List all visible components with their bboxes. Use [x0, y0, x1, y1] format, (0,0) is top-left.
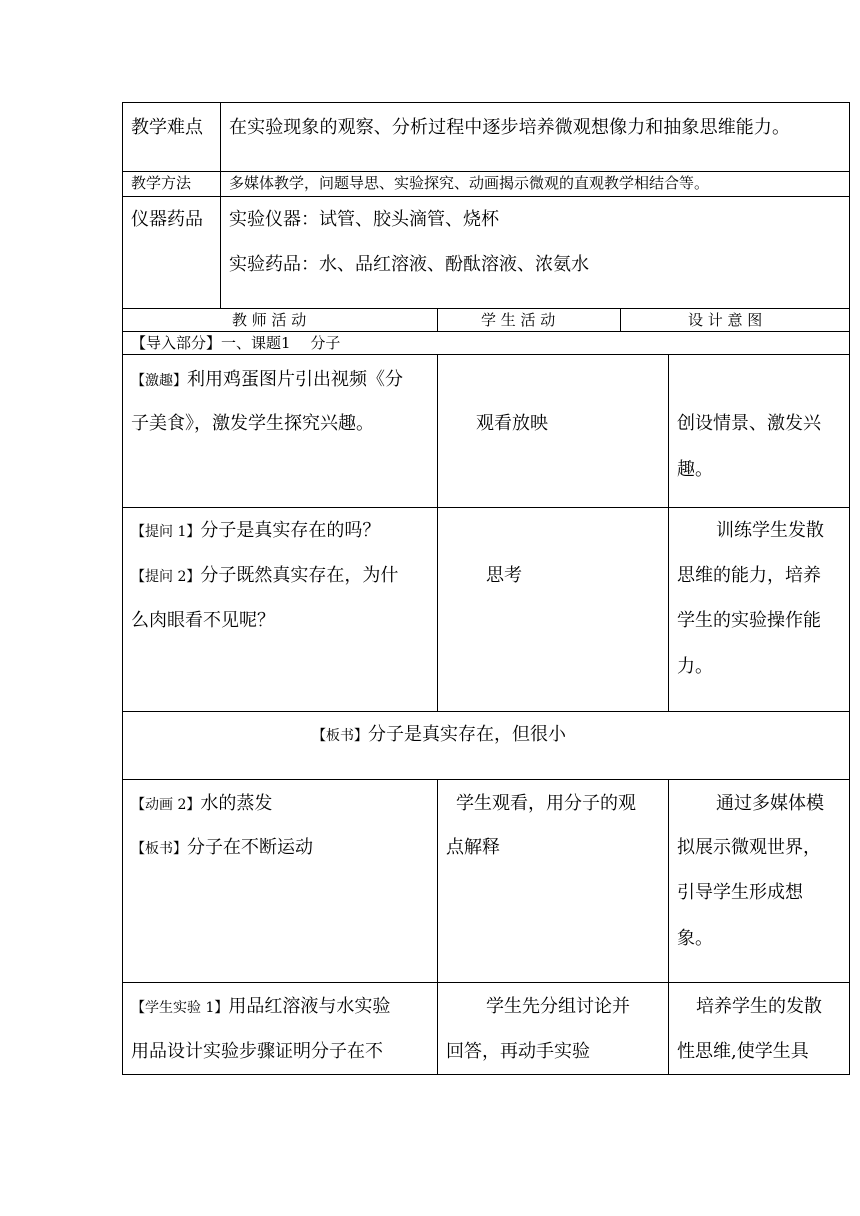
teacher-line — [131, 795, 272, 813]
activity-tag: 【激趣】 — [131, 373, 187, 389]
row-border — [122, 779, 850, 780]
equipment-reagents-line: 实验药品：水、品红溶液、酚酞溶液、浓氨水 — [229, 254, 589, 275]
header-student-activity: 学 生 活 动 — [481, 311, 556, 329]
student-line: 回答，再动手实验 — [446, 1041, 590, 1062]
row-label-equipment: 仪器药品 — [131, 209, 203, 230]
header-design-intent: 设 计 意 图 — [688, 311, 763, 329]
design-line: 学生的实验操作能 — [677, 610, 821, 631]
activity-text: 分子在不断运动 — [187, 837, 313, 858]
row-label-method: 教学方法 — [131, 174, 192, 192]
header-col-divider — [620, 308, 621, 332]
activity-text: 分子既然真实存在，为什 — [200, 565, 399, 586]
activity-tag: 【板书】 — [312, 728, 368, 744]
student-line: 点解释 — [446, 837, 500, 858]
design-line: 通过多媒体模 — [716, 793, 824, 814]
intro-line: 【导入部分】一、课题1 分子 — [131, 334, 341, 352]
activity-tag: 【学生实验 1】 — [131, 1000, 229, 1016]
teacher-line — [131, 998, 390, 1016]
student-line: 观看放映 — [476, 413, 548, 434]
student-line: 学生先分组讨论并 — [486, 996, 630, 1017]
top-table-row-divider — [122, 171, 850, 172]
activity-text: 利用鸡蛋图片引出视频《分 — [187, 369, 403, 390]
teacher-line — [131, 371, 403, 389]
design-line: 培养学生的发散 — [696, 996, 822, 1017]
design-line: 创设情景、激发兴 — [677, 413, 821, 434]
header-col-divider — [437, 308, 438, 332]
activity-text: 用品红溶液与水实验 — [228, 996, 391, 1017]
row-content-method: 多媒体教学，问题导思、实验探究、动画揭示微观的直观教学相结合等。 — [229, 174, 710, 192]
design-line: 训练学生发散 — [716, 520, 824, 541]
activity-text: 水的蒸发 — [200, 793, 273, 814]
top-table-label-divider — [220, 102, 221, 309]
activity-tag: 【板书】 — [131, 841, 187, 857]
design-line: 拟展示微观世界， — [677, 837, 821, 858]
design-line: 思维的能力，培养 — [677, 565, 821, 586]
col-divider — [668, 354, 669, 711]
col-divider — [437, 354, 438, 711]
design-line: 性思维,使学生具 — [677, 1041, 809, 1062]
board-writing-line — [312, 726, 566, 744]
activity-tag: 【动画 2】 — [131, 797, 201, 813]
equipment-instruments-line: 实验仪器：试管、胶头滴管、烧杯 — [229, 209, 499, 230]
activity-tag: 【提问 2】 — [131, 569, 201, 585]
teacher-line — [131, 567, 398, 585]
header-teacher-activity: 教 师 活 动 — [232, 311, 307, 329]
teacher-line — [131, 522, 380, 540]
col-divider — [668, 779, 669, 1075]
row-border — [122, 711, 850, 712]
design-line: 象。 — [677, 928, 713, 949]
activity-text: 分子是真实存在的吗？ — [200, 520, 381, 541]
student-line: 思考 — [486, 565, 522, 586]
row-border — [122, 982, 850, 983]
col-divider — [437, 779, 438, 1075]
teacher-line: 子美食》，激发学生探究兴趣。 — [131, 413, 374, 434]
row-label-difficulty: 教学难点 — [131, 117, 203, 138]
teacher-line: 用品设计实验步骤证明分子在不 — [131, 1041, 383, 1062]
top-table-row-divider — [122, 196, 850, 197]
row-border — [122, 507, 850, 508]
design-line: 趣。 — [677, 459, 713, 480]
activity-text: 分子是真实存在，但很小 — [368, 724, 566, 745]
row-content-difficulty: 在实验现象的观察、分析过程中逐步培养微观想像力和抽象思维能力。 — [229, 117, 791, 138]
design-line: 引导学生形成想 — [677, 882, 803, 903]
design-line: 力。 — [677, 656, 713, 677]
teacher-line: 么肉眼看不见呢？ — [131, 610, 275, 631]
intro-bottom-border — [122, 354, 850, 355]
header-bottom-border — [122, 331, 850, 332]
activity-tag: 【提问 1】 — [131, 524, 201, 540]
student-line: 学生观看，用分子的观 — [456, 793, 636, 814]
teacher-line — [131, 839, 313, 857]
